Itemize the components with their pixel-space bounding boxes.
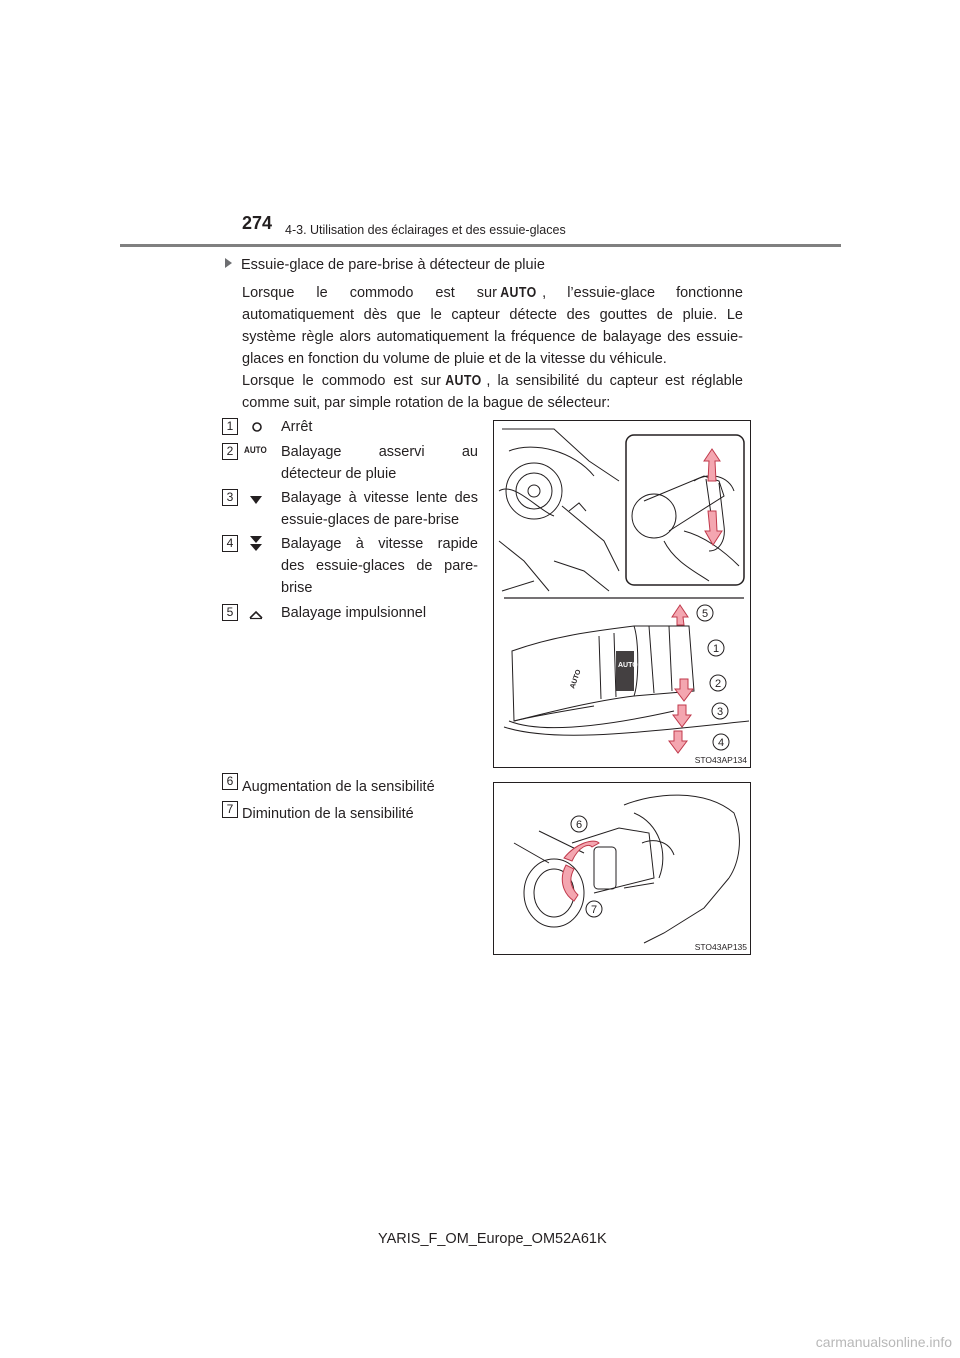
double-triangle-icon — [249, 535, 263, 558]
figure-sensitivity-ring — [493, 782, 751, 955]
paragraph-rain-sensor — [242, 282, 743, 370]
bullet-heading-text: Essuie-glace de pare-brise à détecteur de pluie — [241, 257, 545, 273]
lever-auto-label: AUTO — [618, 662, 638, 669]
item-4-line1: Balayage à vitesse rapide — [281, 536, 478, 552]
auto-icon: AUTO — [500, 285, 537, 301]
document-footer: YARIS_F_OM_Europe_OM52A61K — [378, 1231, 607, 1247]
item-3-line2: essuie-glaces de pare-brise — [281, 512, 460, 528]
para1-line3: système règle alors automatiquement la fréquence de balayage des essuie- — [242, 329, 743, 345]
callout-number-5: 5 — [222, 604, 238, 621]
wiper-lever-illustration — [494, 421, 750, 767]
mist-chevron-icon — [249, 607, 263, 625]
item-3-line1: Balayage à vitesse lente des — [281, 490, 478, 506]
item-2-text — [281, 441, 478, 485]
fig1-callout-1: 1 — [712, 643, 720, 655]
para2-line2: comme suit, par simple rotation de la bague de sélecteur: — [242, 395, 611, 411]
figure2-code: STO43AP135 — [694, 942, 747, 952]
fig2-callout-7: 7 — [590, 904, 598, 916]
fig1-callout-5: 5 — [701, 608, 709, 620]
fig1-callout-4: 4 — [717, 737, 725, 749]
para1-line1b: , l’essuie-glace fonctionne — [542, 285, 743, 301]
fig2-callout-6: 6 — [575, 819, 583, 831]
callout-number-1: 1 — [222, 418, 238, 435]
sensitivity-ring-illustration — [494, 783, 750, 954]
auto-icon: AUTO — [444, 373, 482, 389]
section-title: 4-3. Utilisation des éclairages et des essuie-glaces — [285, 223, 566, 237]
item-1-text: Arrêt — [281, 419, 313, 435]
item-3-text — [281, 487, 478, 531]
paragraph-sensitivity — [242, 370, 743, 414]
callout-number-4: 4 — [222, 535, 238, 552]
item-2-line1: Balayage asservi au — [281, 444, 478, 460]
bullet-arrow-icon — [225, 258, 232, 268]
item-6-text: Augmentation de la sensibilité — [242, 779, 435, 795]
item-4-text — [281, 533, 478, 599]
item-7-text: Diminution de la sensibilité — [242, 806, 414, 822]
para1-line4: glaces en fonction du volume de pluie et de la vitesse du véhicule. — [242, 351, 667, 367]
callout-number-7: 7 — [222, 801, 238, 818]
auto-symbol: AUTO — [244, 445, 267, 456]
callout-number-6: 6 — [222, 773, 238, 790]
off-circle-icon — [251, 420, 263, 438]
single-triangle-icon — [249, 492, 263, 510]
fig1-callout-2: 2 — [714, 678, 722, 690]
item-2-line2: détecteur de pluie — [281, 466, 397, 482]
header-divider — [120, 244, 841, 247]
item-5-text: Balayage impulsionnel — [281, 605, 427, 621]
para2-line1a: Lorsque le commodo est sur — [242, 373, 441, 389]
item-4-line3: brise — [281, 580, 313, 596]
figure-wiper-lever — [493, 420, 751, 768]
fig1-callout-3: 3 — [716, 706, 724, 718]
figure1-code: STO43AP134 — [694, 755, 747, 765]
para2-line1b: , la sensibilité du capteur est réglable — [486, 373, 743, 389]
bullet-heading — [225, 257, 545, 273]
item-4-line2: des essuie-glaces de pare- — [281, 558, 478, 574]
para1-line1a: Lorsque le commodo est sur — [242, 285, 497, 301]
page-number: 274 — [242, 213, 273, 233]
para1-line2: automatiquement dès que le capteur détecte des gouttes de pluie. Le — [242, 307, 743, 323]
callout-number-2: 2 — [222, 443, 238, 460]
lever-ring-auto-label: AUTO — [569, 668, 583, 690]
watermark: carmanualsonline.info — [815, 1334, 952, 1350]
callout-number-3: 3 — [222, 489, 238, 506]
